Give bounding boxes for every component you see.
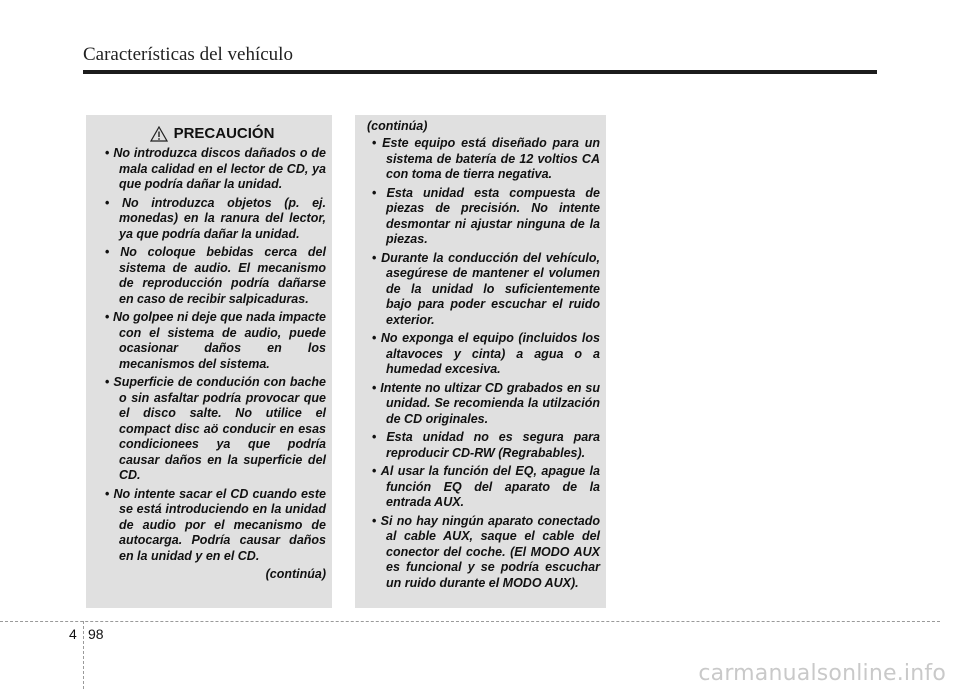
continued-list [365,136,600,591]
list-item: • No golpee ni deje que nada impacte con el sistema de audio, puede ocasionar daños en los mecanismos del sistema. [98,310,326,372]
list-item: • Intente no ultizar CD grabados en su unidad. Se recomienda la utilzación de CD originales. [365,381,600,428]
list-item: • No intente sacar el CD cuando este se está introduciendo en la unidad de audio por el mecanismo de autocarga. Podría causar daños en la unidad y en el CD. [98,487,326,565]
list-item: • Superficie de condución con bache o sin asfaltar podría provocar que el disco salte. No utilice el compact disc aö conducir en esas condicionees ya que podría causar daños en la superficie del CD. [98,375,326,484]
page-header-title: Características del vehículo [83,44,293,65]
warning-triangle-icon [150,126,168,142]
continued-note: (continúa) [265,567,326,581]
caution-heading [98,125,326,142]
watermark: carmanualsonline.info [698,661,946,686]
list-item: • Esta unidad no es segura para reproducir CD-RW (Regrabables). [365,430,600,461]
caution-continued-box [355,115,606,608]
list-item: • No introduzca discos dañados o de mala calidad en el lector de CD, ya que podría dañar la unidad. [98,146,326,193]
footer-divider [0,621,940,622]
continued-label: (continúa) [367,119,428,133]
caution-list [98,146,326,564]
list-item: • No coloque bebidas cerca del sistema de audio. El mecanismo de reproducción podría dañarse en caso de recibir salpicaduras. [98,245,326,307]
header-rule [83,70,877,74]
list-item: • Durante la conducción del vehículo, asegúrese de mantener el volumen de la unidad lo suficientemente bajo para poder escuchar el ruido exterior. [365,251,600,329]
list-item: • Si no hay ningún aparato conectado al cable AUX, saque el cable del conector del coche. (El MODO AUX es funcional y se podría escuchar un ruido durante el MODO AUX). [365,514,600,592]
caution-box [86,115,332,608]
list-item: • Al usar la función del EQ, apague la función EQ del aparato de la entrada AUX. [365,464,600,511]
footer-vertical-divider [83,621,84,689]
list-item: • Este equipo está diseñado para un sistema de batería de 12 voltios CA con toma de tierra negativa. [365,136,600,183]
list-item: • Esta unidad esta compuesta de piezas de precisión. No intente desmontar ni ajustar ninguna de la piezas. [365,186,600,248]
list-item: • No exponga el equipo (incluidos los altavoces y cinta) a agua o a humedad excesiva. [365,331,600,378]
page-number: 98 [88,626,104,642]
chapter-number: 4 [69,626,77,642]
caution-title: PRECAUCIÓN [173,125,275,142]
list-item: • No introduzca objetos (p. ej. monedas) en la ranura del lector, ya que podría dañar la unidad. [98,196,326,243]
